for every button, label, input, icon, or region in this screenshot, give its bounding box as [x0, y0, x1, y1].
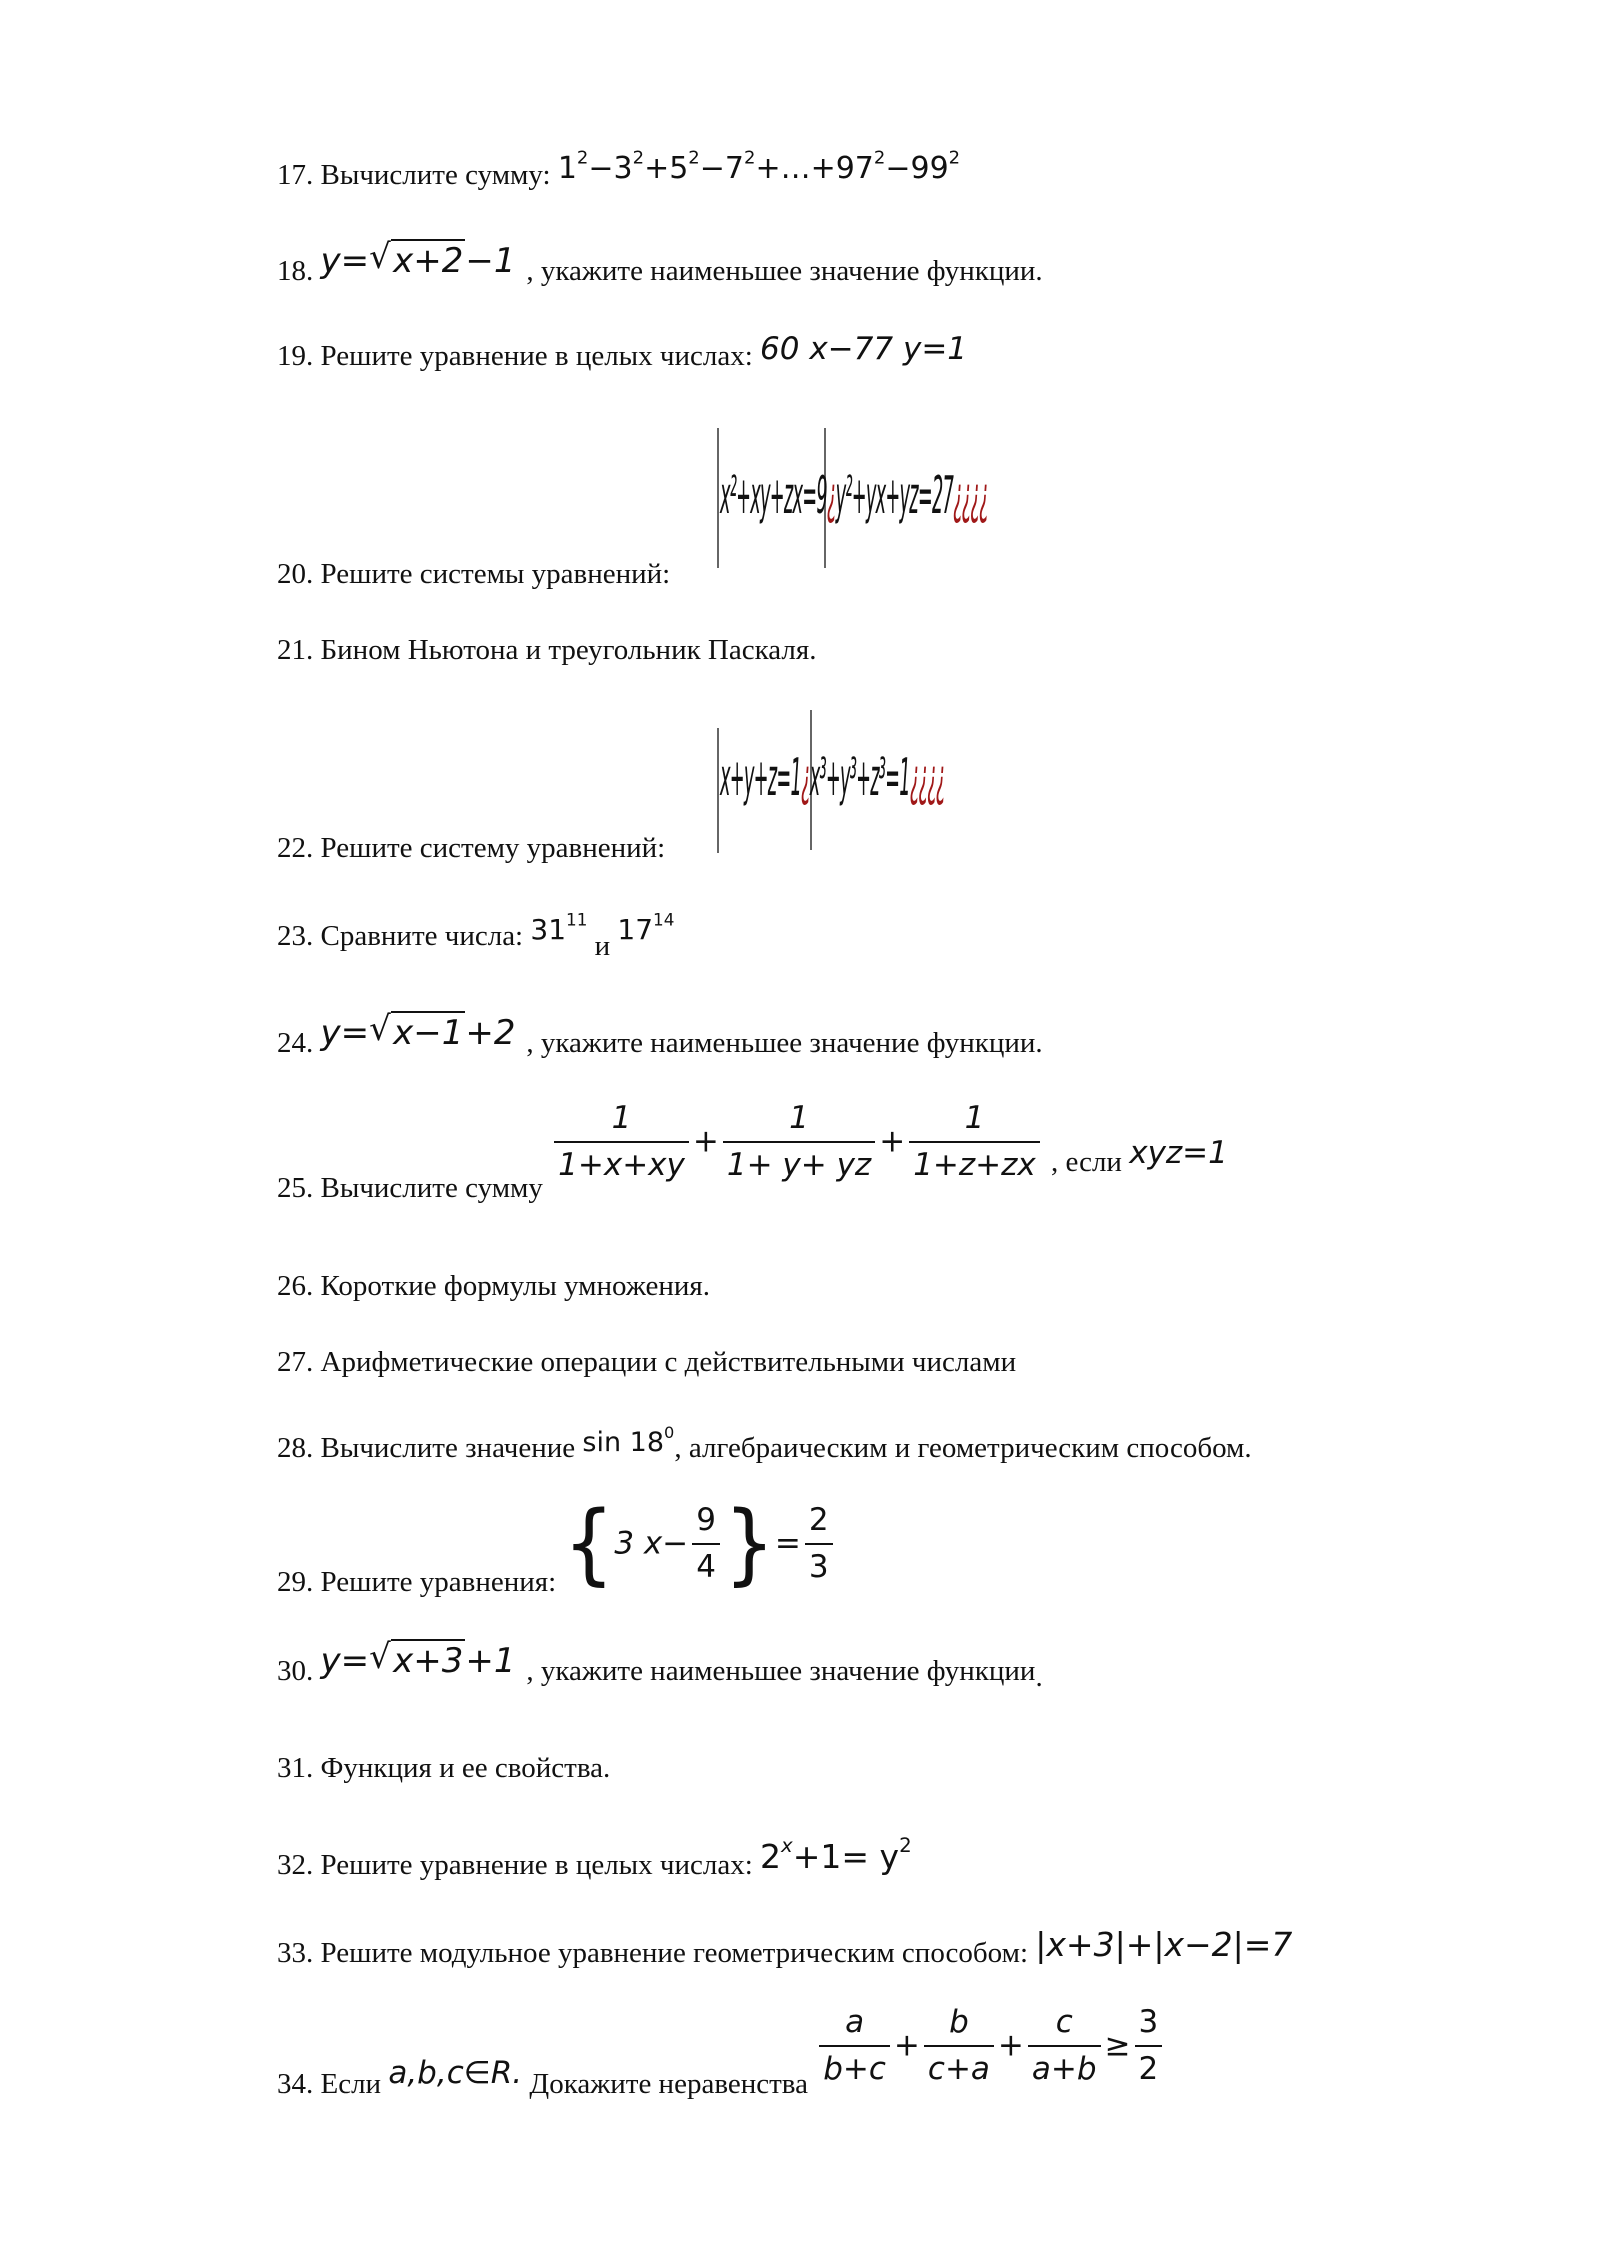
- condition-text: , если: [1051, 1145, 1122, 1178]
- term: −3: [588, 151, 633, 186]
- equation: y²+yx+yz=27: [835, 466, 954, 526]
- fraction: [805, 1502, 833, 1586]
- term: −7: [699, 151, 744, 186]
- problem-21: [277, 636, 816, 665]
- base: 2: [760, 1837, 782, 1876]
- problem-24: [277, 1009, 1043, 1059]
- problem-29: [277, 1492, 837, 1598]
- exponent: 11: [566, 909, 588, 930]
- problem-number: 30.: [277, 1655, 314, 1687]
- formula: 60 x−77 y=1: [760, 331, 968, 367]
- sqrt: [369, 1637, 465, 1681]
- left-brace: {: [563, 1492, 615, 1595]
- exponent: 0: [664, 1423, 675, 1443]
- problem-text: 27. Арифметические операции с действительными числами: [277, 1346, 1017, 1378]
- problem-30: [277, 1637, 1043, 1693]
- variable: y: [320, 1641, 341, 1681]
- radicand: x−1: [393, 1013, 464, 1053]
- term: +1= y: [792, 1837, 900, 1876]
- formula: [557, 147, 961, 186]
- problem-26: [277, 1272, 710, 1301]
- fraction: [819, 2004, 890, 2088]
- equals: =: [340, 1641, 370, 1681]
- fraction: [723, 1100, 875, 1184]
- equals: =: [340, 1013, 370, 1053]
- numerator: 9: [692, 1502, 720, 1545]
- fraction: [1028, 2004, 1101, 2088]
- problem-31: [277, 1754, 610, 1783]
- problem-34: [277, 2004, 1166, 2100]
- problem-text: 33. Решите модульное уравнение геометрическим способом:: [277, 1937, 1029, 1969]
- period: .: [1035, 1661, 1043, 1693]
- equation: x²+xy+zx=9: [720, 466, 827, 526]
- term: 1: [557, 151, 577, 186]
- sqrt-sign: √: [369, 1009, 391, 1049]
- term: −99: [885, 151, 949, 186]
- problem-33: [277, 1925, 1293, 1969]
- numerator: 3: [1135, 2004, 1163, 2047]
- problem-text: 34. Если: [277, 2067, 382, 2100]
- term: 3 x−: [614, 1525, 689, 1562]
- exponent: 2: [576, 147, 589, 169]
- base: 31: [530, 913, 567, 946]
- problem-text: 26. Короткие формулы умножения.: [277, 1270, 710, 1302]
- problem-text: , укажите наименьшее значение функции: [526, 1655, 1036, 1687]
- equals: =: [340, 241, 370, 281]
- formula: [760, 1834, 912, 1876]
- numerator: 1: [723, 1100, 875, 1143]
- term: +…+97: [755, 151, 874, 186]
- variable: y: [320, 1013, 341, 1053]
- sqrt-sign: √: [369, 1637, 391, 1677]
- radicand: x+2: [393, 241, 464, 281]
- problem-text: 23. Сравните числа:: [277, 920, 524, 952]
- sqrt: [369, 237, 465, 281]
- formula: [320, 1009, 527, 1053]
- problem-18: [277, 237, 1043, 287]
- numerator: 1: [554, 1100, 689, 1143]
- numerator: 1: [909, 1100, 1040, 1143]
- problem-17: [277, 147, 961, 191]
- denominator: 1+z+zx: [913, 1147, 1036, 1184]
- denominator: 2: [1138, 2051, 1159, 2088]
- formula: [582, 1423, 675, 1458]
- right-brace: }: [723, 1492, 775, 1595]
- problem-19: [277, 331, 968, 372]
- equation: x+y+z=1: [720, 748, 802, 808]
- variable: y: [320, 241, 341, 281]
- system-brace: [717, 728, 719, 853]
- numerator: c: [1028, 2004, 1101, 2047]
- formula: [617, 909, 675, 946]
- problem-text: 28. Вычислите значение: [277, 1432, 576, 1464]
- sqrt-sign: √: [369, 237, 391, 277]
- render-artifact: ¿¿¿¿: [909, 748, 945, 808]
- equation: x³+y³+z³=1: [809, 748, 910, 808]
- fraction: [692, 1502, 720, 1586]
- conjunction: и: [594, 930, 611, 962]
- term: +5: [644, 151, 689, 186]
- problem-32: [277, 1834, 912, 1881]
- problem-text: 19. Решите уравнение в целых числах:: [277, 340, 753, 372]
- term: −1: [465, 241, 516, 281]
- problem-text: 29. Решите уравнения:: [277, 1565, 557, 1598]
- fraction: [554, 1100, 689, 1184]
- plus: +: [893, 2027, 920, 2064]
- formula: [530, 909, 588, 946]
- fraction: [1135, 2004, 1163, 2088]
- problem-text: 20. Решите системы уравнений:: [277, 558, 671, 590]
- formula: [320, 1637, 527, 1681]
- problem-text: 21. Бином Ньютона и треугольник Паскаля.: [277, 634, 817, 666]
- problem-20: [277, 560, 670, 589]
- problem-text: Докажите неравенства: [529, 2067, 808, 2100]
- problem-text: 17. Вычислите сумму:: [277, 159, 551, 191]
- denominator: 4: [696, 1549, 716, 1586]
- exponent: x: [781, 1834, 793, 1858]
- sqrt: [369, 1009, 465, 1053]
- problem-text: 25. Вычислите сумму: [277, 1171, 543, 1204]
- problem-27: [277, 1348, 1016, 1377]
- problem-28: [277, 1423, 1252, 1464]
- problem-number: 24.: [277, 1027, 314, 1059]
- fraction: [909, 1100, 1040, 1184]
- problem-25: [277, 1100, 1228, 1204]
- numerator: a: [819, 2004, 890, 2047]
- term: +2: [465, 1013, 516, 1053]
- exponent: 2: [948, 147, 961, 169]
- equation-system: x+y+z=1¿x³+y³+z³=1¿¿¿¿: [720, 748, 945, 808]
- equals: =: [774, 1525, 801, 1562]
- denominator: a+b: [1031, 2051, 1097, 2088]
- fraction: [924, 2004, 994, 2088]
- problem-22: [277, 834, 665, 863]
- numerator: b: [924, 2004, 994, 2047]
- base: 17: [617, 913, 654, 946]
- plus: +: [997, 2027, 1024, 2064]
- denominator: 1+x+xy: [558, 1147, 685, 1184]
- plus: +: [692, 1123, 719, 1160]
- formula: |x+3|+|x−2|=7: [1035, 1925, 1293, 1964]
- problem-number: 18.: [277, 255, 314, 287]
- render-artifact: ¿¿¿¿: [953, 466, 988, 526]
- exponent: 2: [632, 147, 645, 169]
- exponent: 14: [653, 909, 675, 930]
- problem-text: , укажите наименьшее значение функции.: [526, 1027, 1043, 1059]
- exponent: 2: [873, 147, 886, 169]
- plus: +: [879, 1123, 906, 1160]
- denominator: c+a: [927, 2051, 990, 2088]
- denominator: 3: [808, 1549, 829, 1586]
- exponent: 2: [743, 147, 756, 169]
- problem-text: 31. Функция и ее свойства.: [277, 1752, 611, 1784]
- denominator: b+c: [823, 2051, 886, 2088]
- problem-text: , алгебраическим и геометрическим способом.: [674, 1432, 1252, 1464]
- radicand: x+3: [393, 1641, 464, 1681]
- condition-formula: xyz=1: [1129, 1134, 1228, 1171]
- problem-text: 32. Решите уравнение в целых числах:: [277, 1849, 753, 1881]
- problem-text: 22. Решите систему уравнений:: [277, 832, 666, 864]
- set-formula: a,b,c∈R.: [388, 2054, 523, 2091]
- ge-sign: ≥: [1104, 2027, 1131, 2064]
- exponent: 2: [688, 147, 700, 169]
- denominator: 1+ y+ yz: [726, 1147, 872, 1184]
- exponent: 2: [899, 1834, 912, 1858]
- system-brace: [717, 428, 719, 568]
- term: +1: [465, 1641, 516, 1681]
- problem-text: , укажите наименьшее значение функции.: [526, 255, 1043, 287]
- equation-system: x²+xy+zx=9¿y²+yx+yz=27¿¿¿¿: [720, 466, 988, 526]
- problem-23: [277, 909, 675, 962]
- numerator: 2: [805, 1502, 833, 1545]
- function: sin 18: [582, 1427, 665, 1458]
- formula: [320, 237, 527, 281]
